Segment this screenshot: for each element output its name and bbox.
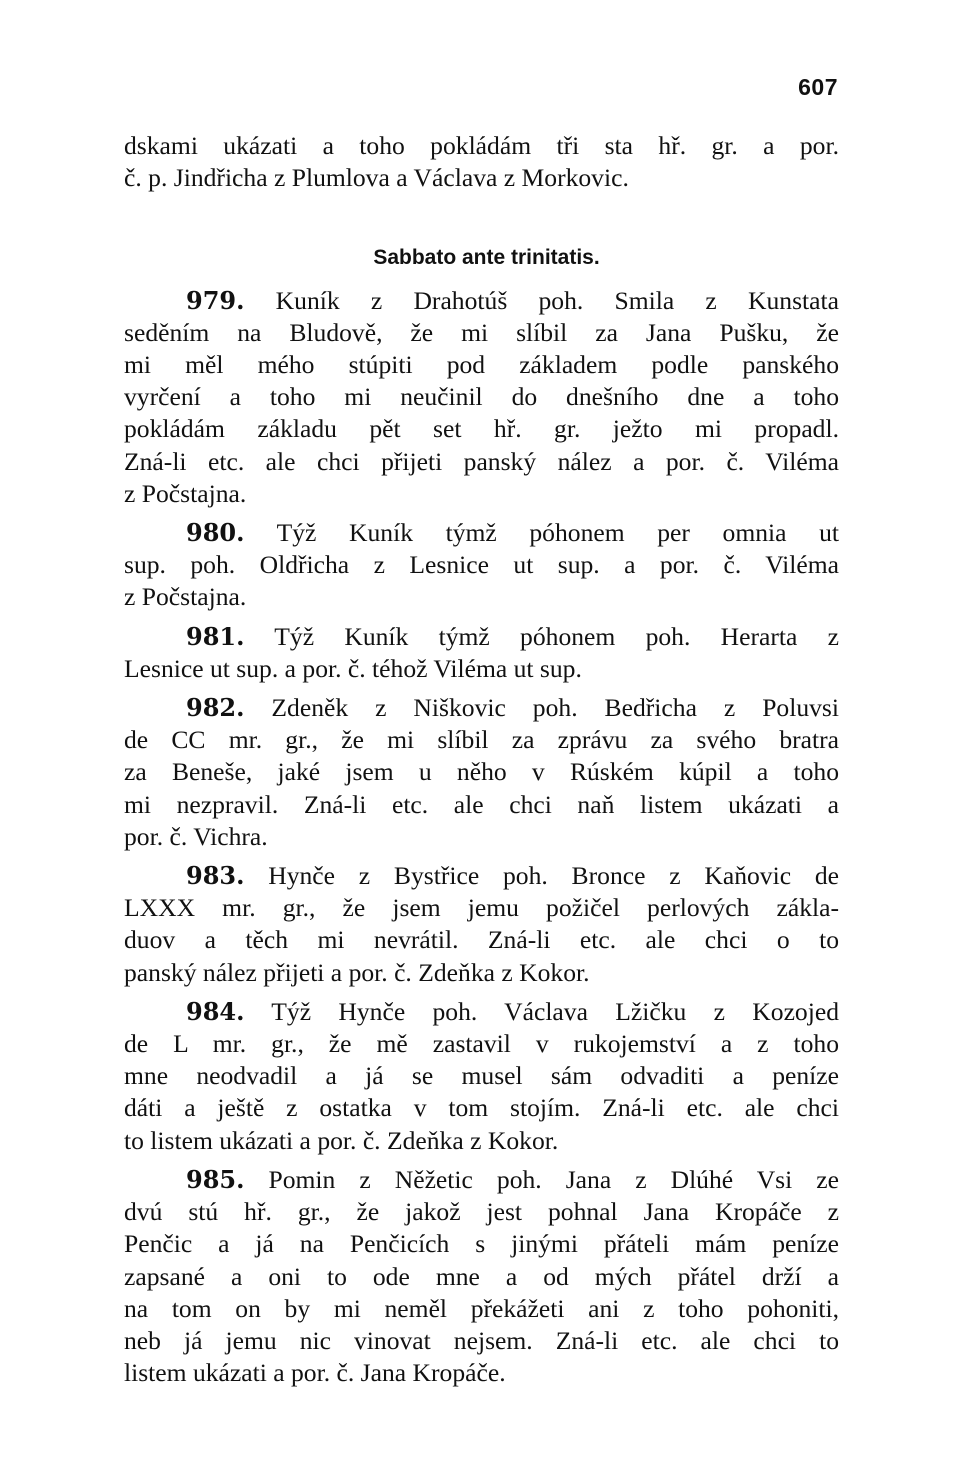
entry-text: Týž Kuník týmž póhonem poh. Herarta z bbox=[274, 621, 840, 651]
entry-paragraph bbox=[124, 996, 839, 1157]
text-line: pokládám základu pět set hř. gr. ježto mi propadl. bbox=[124, 414, 839, 444]
text-line: dskami ukázati a toho pokládám tři sta hř. gr. a por. bbox=[124, 131, 839, 160]
intro-paragraph bbox=[124, 130, 839, 194]
text-line: to listem ukázati a por. č. Zdeňka z Kokor. bbox=[124, 1125, 559, 1155]
entry-number: 980. bbox=[186, 518, 245, 548]
text-line: de CC mr. gr., že mi slíbil za zprávu za svého bratra bbox=[124, 725, 839, 755]
entry-number: 979. bbox=[186, 285, 245, 315]
text-line: z Počstajna. bbox=[124, 582, 247, 612]
text-line: por. č. Vichra. bbox=[124, 821, 268, 851]
text-line bbox=[124, 621, 839, 653]
entry-text: Zdeněk z Niškovic poh. Bedřicha z Poluvsi bbox=[271, 693, 839, 723]
text-line bbox=[124, 860, 839, 892]
text-line: dáti a ještě z ostatka v tom stojím. Zná-li etc. ale chci bbox=[124, 1093, 839, 1123]
text-line: neb já jemu nic vinovat nejsem. Zná-li etc. ale chci to bbox=[124, 1325, 839, 1355]
entries-list bbox=[124, 285, 839, 1390]
text-line bbox=[124, 692, 839, 724]
text-line bbox=[124, 996, 839, 1028]
entry-text: Pomin z Něžetic poh. Jana z Dlúhé Vsi ze bbox=[268, 1164, 839, 1194]
text-line: mi měl mého stúpiti pod základem podle panského bbox=[124, 350, 839, 380]
text-line: z Počstajna. bbox=[124, 478, 247, 508]
entry-number: 982. bbox=[186, 693, 245, 723]
text-line: č. p. Jindřicha z Plumlova a Václava z Morkovic. bbox=[124, 163, 629, 193]
entry-text: Týž Hynče poh. Václava Lžičku z Kozojed bbox=[271, 996, 839, 1026]
text-line: zapsané a oni to ode mne a od mých přátel drží a bbox=[124, 1261, 839, 1291]
text-line: listem ukázati a por. č. Jana Kropáče. bbox=[124, 1358, 506, 1388]
text-line: Zná-li etc. ale chci přijeti panský nález a por. č. Viléma bbox=[124, 446, 839, 476]
entry-paragraph bbox=[124, 621, 839, 685]
entry-number: 985. bbox=[186, 1164, 245, 1194]
text-line bbox=[124, 517, 839, 549]
text-line: de L mr. gr., že mě zastavil v rukojemství a z toho bbox=[124, 1029, 839, 1059]
entry-text: Kuník z Drahotúš poh. Smila z Kunstata bbox=[275, 285, 839, 315]
entry-paragraph bbox=[124, 285, 839, 510]
text-line: seděním na Bludově, že mi slíbil za Jana Pušku, že bbox=[124, 317, 839, 347]
text-line: duov a těch mi nevrátil. Zná-li etc. ale chci o to bbox=[124, 925, 839, 955]
entry-text: Týž Kuník týmž póhonem per omnia ut bbox=[276, 518, 840, 548]
text-line: Lesnice ut sup. a por. č. téhož Viléma ut sup. bbox=[124, 653, 582, 683]
text-line: vyrčení a toho mi neučinil do dnešního dne a toho bbox=[124, 382, 839, 412]
text-line: Penčic a já na Penčicích s jinými přáteli mám peníze bbox=[124, 1229, 839, 1259]
entry-paragraph bbox=[124, 1164, 839, 1389]
entry-number: 981. bbox=[186, 621, 245, 651]
text-line: LXXX mr. gr., že jsem jemu požičel perlových zákla- bbox=[124, 893, 839, 923]
text-line: panský nález přijeti a por. č. Zdeňka z Kokor. bbox=[124, 957, 590, 987]
text-line: mi nezpravil. Zná-li etc. ale chci naň listem ukázati a bbox=[124, 789, 839, 819]
entry-number: 983. bbox=[186, 861, 245, 891]
entry-paragraph bbox=[124, 517, 839, 614]
page-number: 607 bbox=[798, 74, 838, 100]
entry-paragraph bbox=[124, 860, 839, 989]
entry-text: Hynče z Bystřice poh. Bronce z Kaňovic de bbox=[268, 861, 839, 891]
text-line: mne neodvadil a já se musel sám odvaditi a peníze bbox=[124, 1061, 839, 1091]
text-line bbox=[124, 1164, 839, 1196]
text-line bbox=[124, 285, 839, 317]
entry-paragraph bbox=[124, 692, 839, 853]
text-line: na tom on by mi neměl překážeti ani z toho pohoniti, bbox=[124, 1293, 839, 1323]
text-line: dvú stú hř. gr., že jakož jest pohnal Jana Kropáče z bbox=[124, 1197, 839, 1227]
entry-number: 984. bbox=[186, 996, 245, 1026]
section-heading: Sabbato ante trinitatis. bbox=[373, 246, 600, 270]
text-body bbox=[124, 130, 839, 1389]
text-line: sup. poh. Oldřicha z Lesnice ut sup. a por. č. Viléma bbox=[124, 550, 839, 580]
text-line: za Beneše, jaké jsem u něho v Rúském kúpil a toho bbox=[124, 757, 839, 787]
